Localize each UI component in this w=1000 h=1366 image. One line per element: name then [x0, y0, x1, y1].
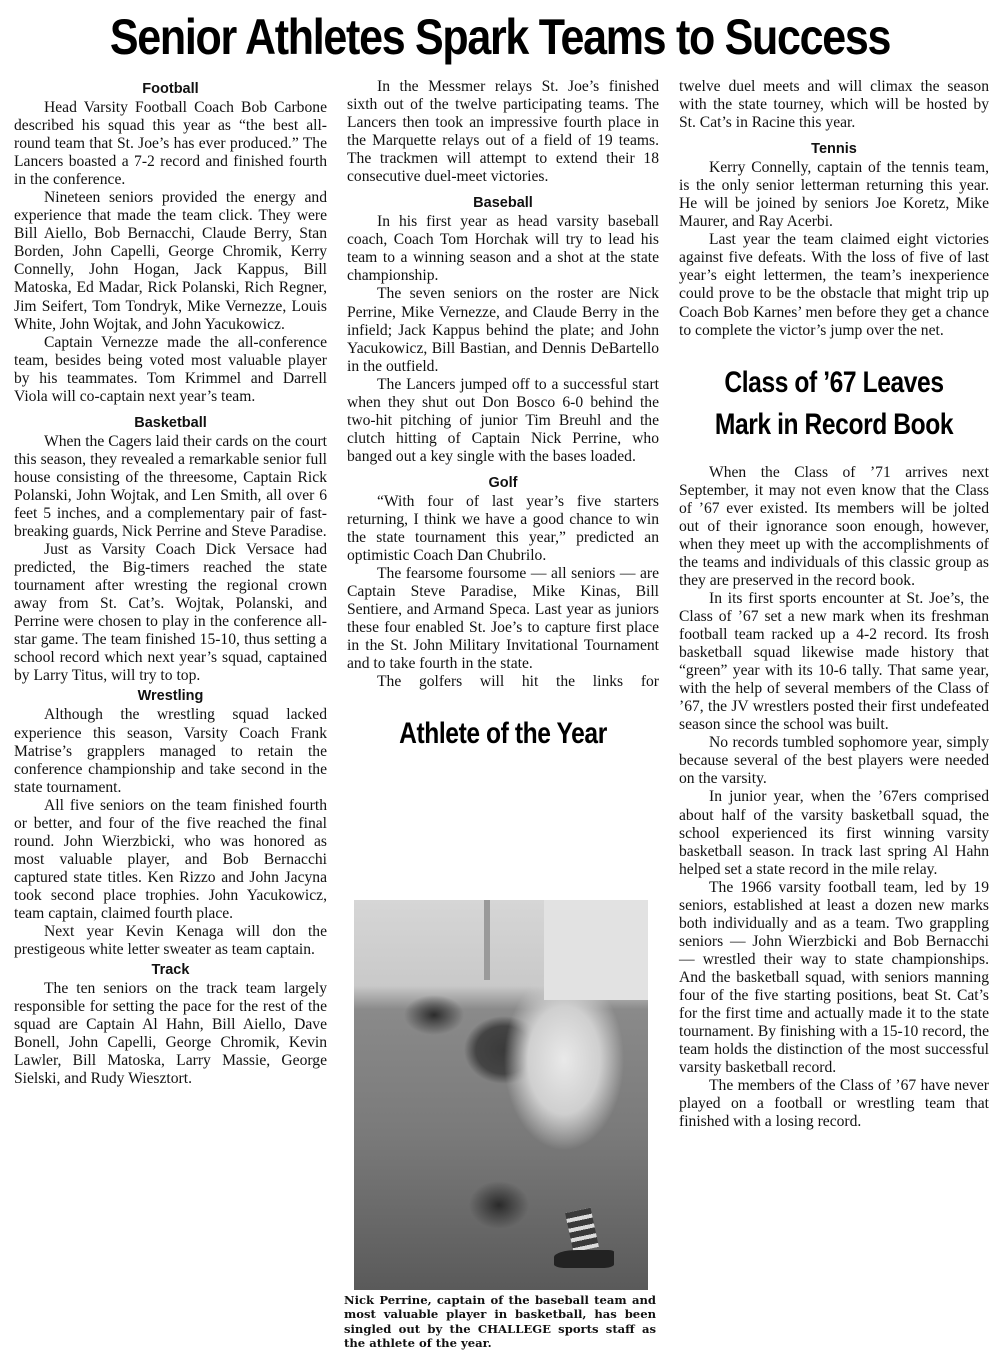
- paragraph: The golfers will hit the links for: [377, 673, 659, 691]
- record-book-headline-line2: Mark in Record Book: [714, 407, 954, 441]
- paragraph: Head Varsity Football Coach Bob Carbone described his squad this year as “the best all-round team that St. Joe’s has ever produced.” The Lancers boasted a 7-2 record and finished fourth in the conference.: [14, 99, 327, 189]
- photo-background-pole: [484, 900, 490, 980]
- section-heading-baseball: Baseball: [473, 195, 533, 212]
- paragraph: When the Class of ’71 arrives next September, it may not even know that the Class of ’67 ever existed. Its members will be jolted out of their ignorance soon enough, however, when they meet up with the accomplishments of the teams and individuals of this classic group as they are preserved in the record book.: [679, 463, 989, 589]
- paragraph: Kerry Connelly, captain of the tennis team, is the only senior letterman returning this year. He will be joined by seniors Joe Koretz, Mike Maurer, and Ray Acerbi.: [679, 159, 989, 231]
- photo-cleat: [554, 1250, 614, 1268]
- paragraph: All five seniors on the team finished fourth or better, and four of the five reached the final round. John Wierzbicki, who was honored as most valuable player, and Bob Bernacchi captured state titles. Ken Rizzo and John Jacyna took second place trophies. John Yacukowicz, team captain, claimed fourth place.: [14, 796, 327, 922]
- paragraph: Just as Varsity Coach Dick Versace had predicted, the Big-timers reached the state tournament after wresting the regional crown away from St. Cat’s. Wojtak, Polanski, and Perrine were chosen to play in the conference all-star game. The team finished 15-10, thus setting a school record which next year’s squad, captained by Larry Titus, will try to top.: [14, 541, 327, 685]
- paragraph: The members of the Class of ’67 have never played on a football or wrestling team that finished with a losing record.: [679, 1077, 989, 1131]
- photo-background-building: [544, 900, 648, 1000]
- paragraph: In its first sports encounter at St. Joe’s, the Class of ’67 set a new mark when its freshman football team racked up a 4-2 record. Its frosh basketball squad likewise made history that “green” year with its 10-6 tally. That same year, with the help of several members of the Class of ’67, the JV wrestlers posted their first undefeated season since the school was built.: [679, 589, 989, 734]
- column-middle: [347, 78, 659, 755]
- paragraph: The 1966 varsity football team, led by 19 seniors, established at least a dozen new marks both individually and as a team. Two grappling seniors — John Wierzbicki and Bob Bernacchi — wrestled their way to state championships. And the basketball squad, with seniors manning four of the five starting positions, beat St. Cat’s for the first time and actually made it to the state tournament. By finishing with a 15-10 record, the team holds the distinction of the most successful varsity basketball record.: [679, 878, 989, 1077]
- record-book-headline: [679, 362, 989, 446]
- paragraph: Although the wrestling squad lacked experience this season, Varsity Coach Frank Matrise’s grapplers managed to retain the conference championship and take second in the state tournament.: [14, 706, 327, 796]
- photo-caption: Nick Perrine, captain of the baseball team and most valuable player in basketball, has been singled out by the CHALLEGE sports staff as the athlete of the year.: [344, 1293, 656, 1350]
- section-heading-tennis: Tennis: [811, 141, 857, 158]
- paragraph: twelve duel meets and will climax the season with the state tourney, which will be hosted by St. Cat’s in Racine this year.: [679, 78, 989, 132]
- photo-striped-sock: [565, 1208, 599, 1253]
- paragraph: In junior year, when the ’67ers comprised about half of the varsity basketball squad, the school experienced its first winning varsity basketball season. In track last spring Al Hahn helped set a state record in the mile relay.: [679, 788, 989, 878]
- paragraph: The ten seniors on the track team largely responsible for setting the pace for the rest of the squad are Captain Al Hahn, Bill Aiello, Dave Bonell, John Capelli, George Chromik, Kevin Lawler, Bill Matoska, Larry Massie, George Sielski, and Rudy Wiesztort.: [14, 980, 327, 1088]
- section-heading-wrestling: Wrestling: [137, 688, 204, 705]
- paragraph: “With four of last year’s five starters returning, I think we have a good chance to win the state tournament this year,” predicted an optimistic Coach Dan Chubrilo.: [347, 492, 659, 565]
- athlete-of-year-headline: Athlete of the Year: [399, 717, 607, 751]
- record-book-headline-line1: Class of ’67 Leaves: [724, 365, 944, 399]
- section-heading-golf: Golf: [488, 474, 518, 491]
- paragraph: The seven seniors on the roster are Nick Perrine, Mike Vernezze, and Claude Berry in the infield; Jack Kappus behind the plate; and John Yacukowicz, Bill Bastian, and Dennis DeBartello in the outfield.: [347, 285, 659, 375]
- paragraph: In the Messmer relays St. Joe’s finished sixth out of the twelve participating teams. The Lancers then took an impressive fourth place in the Marquette relays out of a field of 19 teams. The trackmen will attempt to extend their 18 consecutive duel-meet victories.: [347, 78, 659, 186]
- athlete-photo: [354, 900, 648, 1290]
- page-headline: Senior Athletes Spark Teams to Success: [109, 9, 891, 65]
- paragraph: The fearsome foursome — all seniors — are Captain Steve Paradise, Mike Kinas, Bill Sentiere, and Armand Speca. Last year as juniors these four enabled St. Joe’s to capture first place in the St. John Military Invitational Tournament and to take fourth in the state.: [347, 565, 659, 673]
- column-right: [679, 78, 989, 1131]
- section-heading-track: Track: [151, 962, 190, 979]
- paragraph: Captain Vernezze made the all-conference team, besides being voted most valuable player by his teammates. Tom Krimmel and Darrell Viola will co-captain next year’s team.: [14, 333, 327, 405]
- paragraph: In his first year as head varsity baseball coach, Coach Tom Horchak will try to lead his team to a winning season and a shot at the state championship.: [347, 213, 659, 285]
- paragraph: The Lancers jumped off to a successful start when they shut out Don Bosco 6-0 behind the two-hit pitching of junior Tim Breuhl and the clutch hitting of Captain Nick Perrine, who banged out a key single with the bases loaded.: [347, 375, 659, 465]
- paragraph: Next year Kevin Kenaga will don the prestigeous white letter sweater as team captain.: [14, 923, 327, 959]
- paragraph: No records tumbled sophomore year, simply because several of the best players were needed on the varsity.: [679, 734, 989, 788]
- section-heading-basketball: Basketball: [134, 414, 207, 431]
- column-left: [14, 78, 327, 1088]
- paragraph: Nineteen seniors provided the energy and experience that made the team click. They were Bill Aiello, Bob Bernacchi, Claude Berry, Stan Borden, John Capelli, George Chromik, Kerry Connelly, John Hogan, Jack Kappus, Bill Matoska, Ed Madar, Rick Polanski, Rich Regner, Jim Seifert, Tom Tondryk, Mike Vernezze, Louis White, John Wojtak, and John Yacukowicz.: [14, 189, 327, 333]
- paragraph: Last year the team claimed eight victories against five defeats. With the loss of five of last year’s eight lettermen, the team’s inexperience could prove to be the obstacle that might trip up Coach Bob Karnes’ men before they get a chance to complete the victor’s jump over the net.: [679, 231, 989, 339]
- paragraph: When the Cagers laid their cards on the court this season, they revealed a remarkable senior full house consisting of the threesome, Captain Rick Polanski, John Wojtak, and Len Smith, all over 6 feet 5 inches, and a complementary pair of fast-breaking guards, Nick Perrine and Steve Paradise.: [14, 432, 327, 541]
- section-heading-football: Football: [142, 81, 199, 97]
